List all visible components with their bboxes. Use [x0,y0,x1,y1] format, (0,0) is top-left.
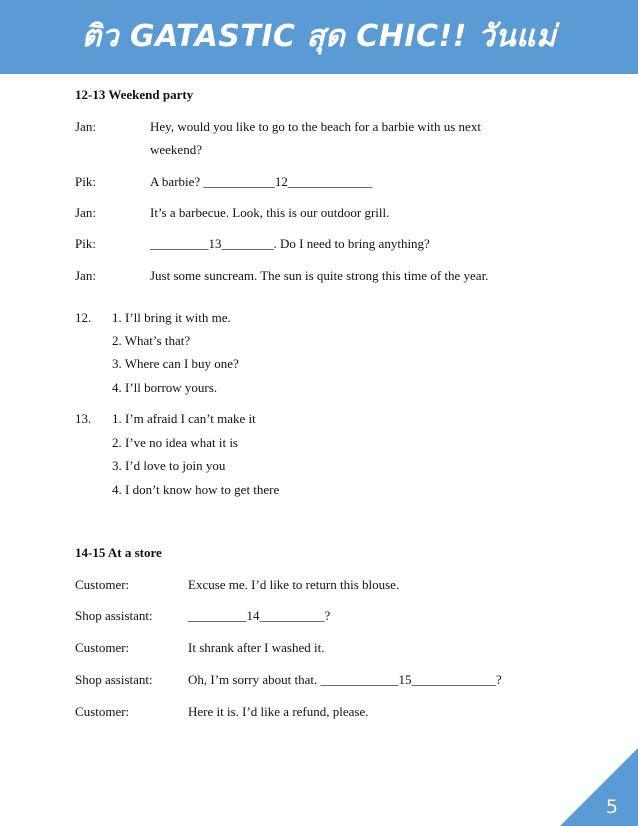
section-heading-weekend-party: 12-13 Weekend party [75,87,194,102]
dialogue-line: It shrank after I washed it. [188,640,325,655]
dialogue-line: Hey, would you like to go to the beach for a barbie with us next [150,119,481,134]
dialogue-line: It’s a barbecue. Look, this is our outdoor grill. [150,205,390,220]
answer-option: 2. What’s that? [112,333,191,348]
dialogue-line: Here it is. I’d like a refund, please. [188,704,369,719]
answer-option: 3. Where can I buy one? [112,356,239,371]
dialogue-line: A barbie? ___________12_____________ [150,174,373,189]
dialogue-speaker: Pik: [75,174,96,189]
section-heading-at-a-store: 14-15 At a store [75,545,162,560]
dialogue-speaker: Pik: [75,236,96,251]
dialogue-line: _________13________. Do I need to bring anything? [150,236,430,251]
dialogue-speaker: Jan: [75,119,96,134]
dialogue-line: _________14__________? [188,608,331,623]
dialogue-speaker: Shop assistant: [75,608,153,623]
answer-option: 1. I’ll bring it with me. [112,310,231,325]
question-number: 12. [75,310,92,325]
dialogue-speaker: Shop assistant: [75,672,153,687]
page-corner-triangle [560,748,638,826]
header-title: ติว GATASTIC สุด CHIC!! วันแม่ [81,19,557,54]
answer-option: 1. I’m afraid I can’t make it [112,411,256,426]
dialogue-line: Excuse me. I’d like to return this blouse. [188,577,400,592]
dialogue-speaker: Jan: [75,268,96,283]
question-number: 13. [75,411,92,426]
page-number: 5 [605,796,618,818]
dialogue-line: Oh, I’m sorry about that. ____________15_____________? [188,672,502,687]
dialogue-speaker: Customer: [75,577,130,592]
dialogue-speaker: Customer: [75,640,130,655]
answer-option: 3. I’d love to join you [112,458,226,473]
answer-option: 4. I don’t know how to get there [112,482,280,497]
dialogue-line: Just some suncream. The sun is quite strong this time of the year. [150,268,489,283]
dialogue-speaker: Jan: [75,205,96,220]
answer-option: 2. I’ve no idea what it is [112,435,238,450]
answer-option: 4. I’ll borrow yours. [112,380,218,395]
dialogue-line: weekend? [150,142,202,157]
dialogue-speaker: Customer: [75,704,130,719]
